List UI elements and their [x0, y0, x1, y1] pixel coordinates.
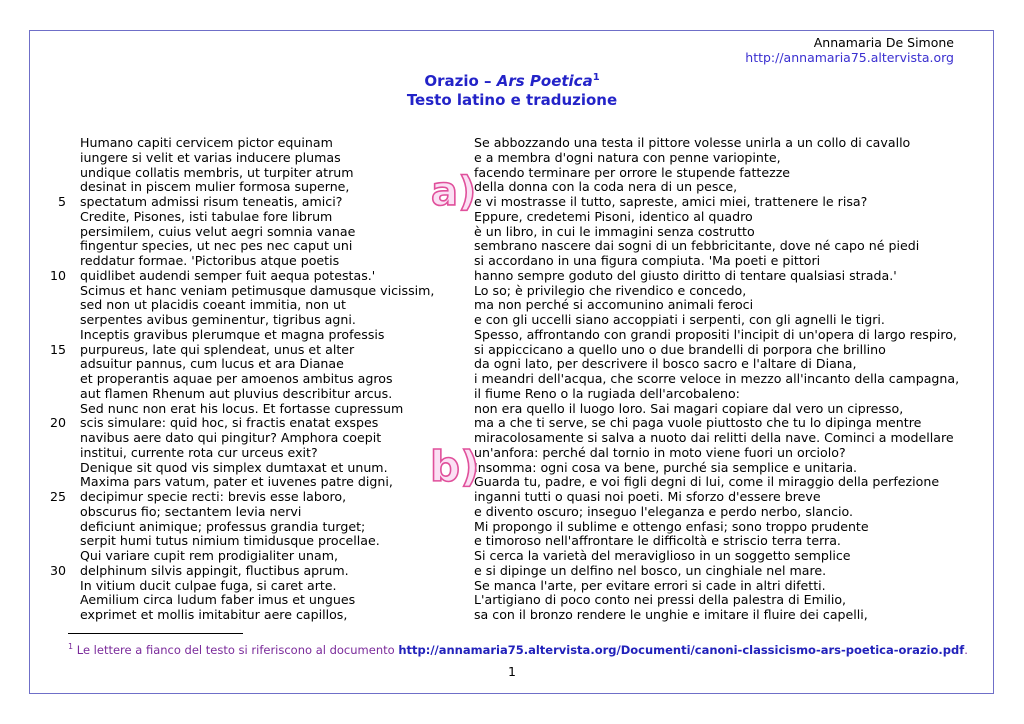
italian-translation-line: sa con il bronzo rendere le unghie e imitare il fluire dei capelli,	[474, 607, 868, 622]
latin-verse-line: sed non ut placidis coeant immitia, non ut	[80, 297, 346, 313]
italian-translation-line: Eppure, credetemi Pisoni, identico al quadro	[474, 208, 753, 224]
line-number	[50, 298, 66, 313]
line-number: 15	[50, 341, 67, 357]
line-number	[50, 328, 66, 343]
latin-verse-line: serpentes avibus geminentur, tigribus agni.	[80, 312, 356, 327]
line-number	[50, 180, 66, 195]
italian-translation-line: i meandri dell'acqua, che scorre veloce in mezzo all'incanto della campagna,	[474, 371, 960, 386]
latin-verse-line: navibus aere dato qui pingitur? Amphora coepit	[80, 430, 382, 445]
line-number: 5	[57, 194, 66, 209]
author-name: Annamaria De Simone	[813, 35, 954, 50]
line-number	[50, 608, 66, 623]
line-number	[50, 461, 66, 476]
italian-translation-line: L'artigiano di poco conto nei pressi della palestra di Emilio,	[474, 592, 847, 608]
line-number	[50, 402, 66, 417]
latin-verse-line: spectatum admissi risum teneatis, amici?	[80, 194, 343, 209]
line-number	[50, 313, 66, 328]
latin-verse-line: Aemilium circa ludum faber imus et ungues	[80, 592, 356, 608]
italian-translation-line: non era quello il luogo loro. Sai magari copiare dal vero un cipresso,	[474, 400, 904, 416]
title-subtitle: Testo latino e traduzione	[406, 91, 618, 109]
line-number	[50, 431, 66, 446]
latin-verse-line: exprimet et mollis imitabitur aere capillos,	[80, 607, 348, 622]
italian-translation-line: da ogni lato, per descrivere il bosco sacro e l'altare di Diana,	[474, 356, 857, 372]
latin-verse-line: delphinum silvis appingit, fluctibus aprum.	[80, 562, 349, 578]
author-website-link[interactable]: http://annamaria75.altervista.org	[745, 50, 954, 65]
line-number	[50, 520, 66, 535]
line-number	[50, 549, 66, 564]
line-number	[50, 593, 66, 608]
line-number	[50, 446, 66, 461]
footnote	[68, 640, 968, 657]
footnote-end: .	[964, 642, 968, 657]
line-number	[50, 254, 66, 269]
italian-translation-line: Insomma: ogni cosa va bene, purché sia semplice e unitaria.	[474, 459, 858, 475]
italian-translation-line: miracolosamente si salva a nuoto dai relitti della nave. Cominci a modellare	[474, 430, 954, 445]
latin-verse-line: Inceptis gravibus plerumque et magna professis	[80, 326, 385, 342]
italian-translation-line: e divento oscuro; inseguo l'eleganza e perdo nerbo, slancio.	[474, 503, 853, 519]
italian-translation-line: si accordano in una figura compiuta. 'Ma poeti e pittori	[474, 253, 821, 268]
latin-verse-line: Scimus et hanc veniam petimusque damusque vicissim,	[80, 282, 435, 298]
footnote-ref[interactable]: 1	[592, 72, 600, 83]
latin-verse-line: persimilem, cuius velut aegri somnia vanae	[80, 223, 356, 239]
latin-verse-line: iungere si velit et varias inducere plumas	[80, 149, 341, 165]
footnote-text: Le lettere a fianco del testo si riferiscono al documento	[73, 642, 399, 657]
title-work: Ars Poetica	[496, 72, 593, 90]
footnote-link[interactable]: http://annamaria75.altervista.org/Documenti/canoni-classicismo-ars-poetica-orazio.pdf	[398, 642, 965, 657]
line-number	[50, 579, 66, 594]
latin-verse-line: reddatur formae. 'Pictoribus atque poetis	[80, 253, 340, 268]
line-number	[50, 210, 66, 225]
italian-translation-line: Spesso, affrontando con grandi propositi l'incipit di un'opera di largo respiro,	[474, 326, 957, 342]
line-number	[50, 239, 66, 254]
title-prefix: Orazio –	[424, 72, 497, 90]
italian-translation-line: Mi propongo il sublime e ottengo enfasi; sono troppo prudente	[474, 518, 869, 534]
footnote-number: 1	[68, 642, 74, 651]
italian-translation-line: e timoroso nell'affrontare le difficoltà e striscio terra terra.	[474, 533, 841, 549]
latin-verse-line: et properantis aquae per amoenos ambitus agros	[80, 371, 393, 386]
italian-translation-line: ma a che ti serve, se chi paga vuole piuttosto che tu lo dipinga mentre	[474, 415, 922, 431]
line-number	[50, 505, 66, 520]
line-number: 10	[50, 267, 67, 283]
italian-translation-line: e si dipinge un delfino nel bosco, un cinghiale nel mare.	[474, 562, 827, 578]
italian-translation-line: e a membra d'ogni natura con penne variopinte,	[474, 149, 781, 165]
section-marker-b: b)	[430, 442, 480, 491]
latin-verse-line: aut flamen Rhenum aut pluvius describitur arcus.	[80, 385, 393, 401]
latin-verse-line: Denique sit quod vis simplex dumtaxat et unum.	[80, 459, 388, 475]
italian-translation-line: è un libro, in cui le immagini senza costrutto	[474, 223, 755, 239]
line-number	[50, 475, 66, 490]
italian-translation-line: Se abbozzando una testa il pittore volesse unirla a un collo di cavallo	[474, 135, 911, 150]
italian-translation-column	[474, 136, 959, 623]
line-number	[50, 357, 66, 372]
author-block	[745, 35, 954, 65]
latin-verse-line: Qui variare cupit rem prodigialiter unam,	[80, 548, 338, 563]
italian-translation-line: e vi mostrasse il tutto, sapreste, amici miei, trattenere le risa?	[474, 194, 868, 209]
latin-verse-line: quidlibet audendi semper fuit aequa potestas.'	[80, 267, 376, 283]
document-title	[0, 68, 1024, 110]
latin-verse-line: fingentur species, ut nec pes nec caput uni	[80, 238, 353, 254]
italian-translation-line: Lo so; è privilegio che rivendico e concedo,	[474, 282, 747, 298]
italian-translation-line: il fiume Reno o la rugiada dell'arcobaleno:	[474, 385, 740, 401]
footnote-separator	[68, 633, 243, 634]
italian-translation-line: si appiccicano a quello uno o due brandelli di porpora che brillino	[474, 341, 886, 357]
italian-translation-line: della donna con la coda nera di un pesce,	[474, 179, 738, 195]
italian-translation-line: un'anfora: perché dal tornio in moto viene fuori un orciolo?	[474, 444, 846, 460]
italian-translation-line: inganni tutti o quasi noi poeti. Mi sforzo d'essere breve	[474, 489, 821, 504]
italian-translation-line: hanno sempre goduto del giusto diritto di tentare qualsiasi strada.'	[474, 267, 897, 283]
italian-translation-line: sembrano nascere dai sogni di un febbricitante, dove né capo né piedi	[474, 238, 920, 254]
latin-verse-line: Credite, Pisones, isti tabulae fore librum	[80, 208, 333, 224]
line-number: 20	[50, 415, 67, 431]
latin-verse-line: In vitium ducit culpae fuga, si caret arte.	[80, 577, 337, 593]
line-number	[50, 225, 66, 240]
latin-text-column	[80, 136, 434, 623]
line-number	[50, 136, 66, 151]
line-number	[50, 284, 66, 299]
latin-verse-line: purpureus, late qui splendeat, unus et alter	[80, 341, 355, 357]
latin-verse-line: serpit humi tutus nimium timidusque procellae.	[80, 533, 380, 549]
line-numbers-column	[50, 136, 66, 623]
italian-translation-line: facendo terminare per orrore le stupende fattezze	[474, 164, 791, 180]
latin-verse-line: desinat in piscem mulier formosa superne,	[80, 179, 350, 195]
line-number	[50, 151, 66, 166]
section-marker-a: a)	[431, 169, 477, 215]
line-number	[50, 166, 66, 181]
line-number	[50, 387, 66, 402]
latin-verse-line: decipimur specie recti: brevis esse laboro,	[80, 489, 347, 504]
latin-verse-line: adsuitur pannus, cum lucus et ara Dianae	[80, 356, 344, 372]
line-number	[50, 372, 66, 387]
italian-translation-line: ma non perché si accomunino animali feroci	[474, 297, 754, 313]
latin-verse-line: scis simulare: quid hoc, si fractis enatat exspes	[80, 415, 379, 431]
line-number: 25	[50, 489, 67, 504]
latin-verse-line: undique collatis membris, ut turpiter atrum	[80, 164, 354, 180]
latin-verse-line: institui, currente rota cur urceus exit?	[80, 444, 318, 460]
italian-translation-line: e con gli uccelli siano accoppiati i serpenti, con gli agnelli le tigri.	[474, 312, 885, 327]
latin-verse-line: deficiunt animique; professus grandia turget;	[80, 518, 366, 534]
line-number: 30	[50, 562, 67, 578]
italian-translation-line: Si cerca la varietà del meraviglioso in un soggetto semplice	[474, 548, 851, 563]
italian-translation-line: Guarda tu, padre, e voi figli degni di lui, come il miraggio della perfezione	[474, 474, 940, 490]
page-number: 1	[508, 664, 516, 679]
latin-verse-line: obscurus fio; sectantem levia nervi	[80, 503, 302, 519]
latin-verse-line: Maxima pars vatum, pater et iuvenes patre digni,	[80, 474, 393, 490]
latin-verse-line: Humano capiti cervicem pictor equinam	[80, 135, 333, 150]
latin-verse-line: Sed nunc non erat his locus. Et fortasse cupressum	[80, 400, 404, 416]
italian-translation-line: Se manca l'arte, per evitare errori si cade in altri difetti.	[474, 577, 826, 593]
line-number	[50, 534, 66, 549]
